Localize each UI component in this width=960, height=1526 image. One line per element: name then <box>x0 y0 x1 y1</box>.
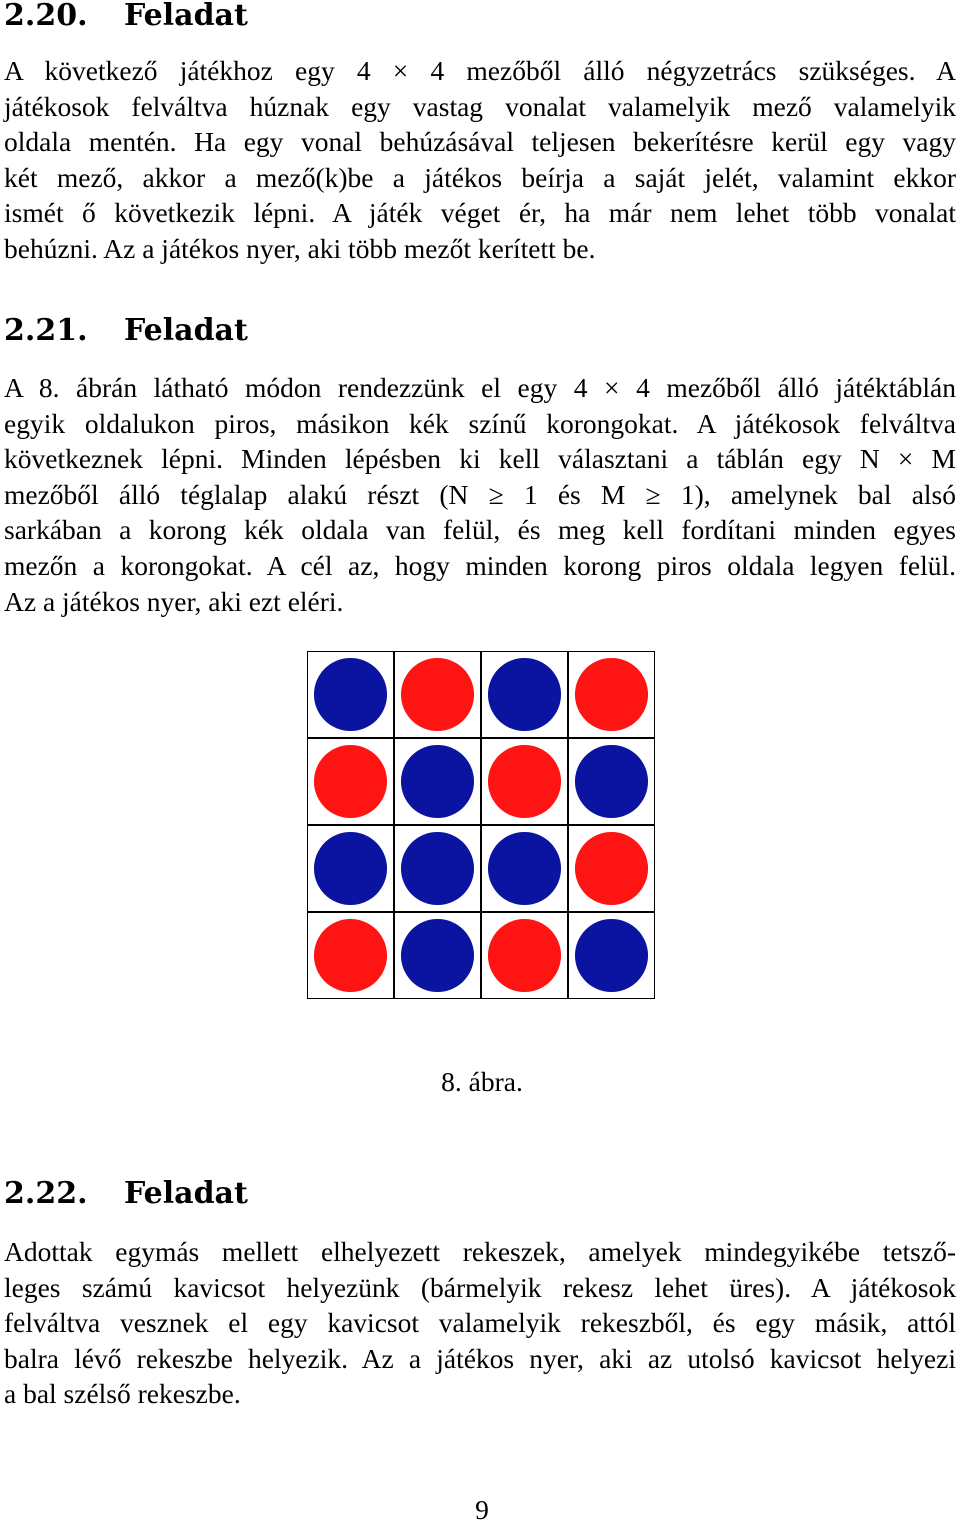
section-heading-2-22 <box>4 1178 248 1210</box>
section-number: 2.20. <box>4 0 88 33</box>
section-heading-2-20 <box>4 0 248 32</box>
figure-caption: 8. ábra. <box>441 1066 523 1097</box>
section-body-2-22 <box>4 1234 956 1412</box>
red-disc <box>401 658 474 731</box>
text-line: játékosok felváltva húznak egy vastag vonalat valamelyik mező valamelyik <box>4 90 956 122</box>
text-line: felváltva vesznek el egy kavicsot valamelyik rekeszből, és egy másik, attól <box>4 1307 956 1339</box>
section-body-2-20 <box>4 53 956 267</box>
text-line: A következő játékhoz egy 4 × 4 mezőből álló négyzetrács szükséges. A <box>4 55 956 86</box>
page-number: 9 <box>475 1494 489 1525</box>
text-line: A 8. ábrán látható módon rendezzünk el egy 4 × 4 mezőből álló játéktáblán <box>4 372 956 403</box>
blue-disc <box>575 919 648 992</box>
red-disc <box>575 658 648 731</box>
red-disc <box>314 919 387 992</box>
section-title: Feladat <box>124 0 248 33</box>
text-line: behúzni. Az a játékos nyer, aki több mezőt kerített be. <box>4 232 596 264</box>
section-heading-2-21 <box>4 315 248 347</box>
text-line: a bal szélső rekeszbe. <box>4 1378 241 1410</box>
section-number: 2.21. <box>4 313 88 348</box>
red-disc <box>314 745 387 818</box>
game-board-figure <box>307 651 655 999</box>
text-line: leges számú kavicsot helyezünk (bármelyik rekesz lehet üres). A játékosok <box>4 1271 956 1303</box>
section-body-2-21 <box>4 370 956 619</box>
blue-disc <box>401 832 474 905</box>
blue-disc <box>314 658 387 731</box>
text-line: következnek lépni. Minden lépésben ki kell választani a táblán egy N × M <box>4 443 956 475</box>
blue-disc <box>575 745 648 818</box>
section-number: 2.22. <box>4 1176 88 1211</box>
red-disc <box>575 832 648 905</box>
text-line: sarkában a korong kék oldala van felül, és meg kell fordítani minden egyes <box>4 514 956 546</box>
text-line: ismét ő következik lépni. A játék véget ér, ha már nem lehet több vonalat <box>4 197 956 229</box>
blue-disc <box>401 919 474 992</box>
blue-disc <box>488 832 561 905</box>
text-line: balra lévő rekeszbe helyezik. Az a játékos nyer, aki az utolsó kavicsot helyezi <box>4 1342 956 1374</box>
blue-disc <box>488 658 561 731</box>
text-line: egyik oldalukon piros, másikon kék színű korongokat. A játékosok felváltva <box>4 407 956 439</box>
text-line: két mező, akkor a mező(k)be a játékos beírja a saját jelét, valamint ekkor <box>4 161 956 193</box>
text-line: mezőn a korongokat. A cél az, hogy minden korong piros oldala legyen felül. <box>4 549 956 581</box>
text-line: mezőből álló téglalap alakú részt (N ≥ 1 és M ≥ 1), amelynek bal alsó <box>4 478 956 510</box>
text-line: Az a játékos nyer, aki ezt eléri. <box>4 585 344 617</box>
text-line: Adottak egymás mellett elhelyezett rekeszek, amelyek mindegyikébe tetsző- <box>4 1236 956 1267</box>
red-disc <box>488 919 561 992</box>
blue-disc <box>401 745 474 818</box>
section-title: Feladat <box>124 313 248 348</box>
text-line: oldala mentén. Ha egy vonal behúzásával teljesen bekerítésre kerül egy vagy <box>4 126 956 158</box>
section-title: Feladat <box>124 1176 248 1211</box>
red-disc <box>488 745 561 818</box>
blue-disc <box>314 832 387 905</box>
